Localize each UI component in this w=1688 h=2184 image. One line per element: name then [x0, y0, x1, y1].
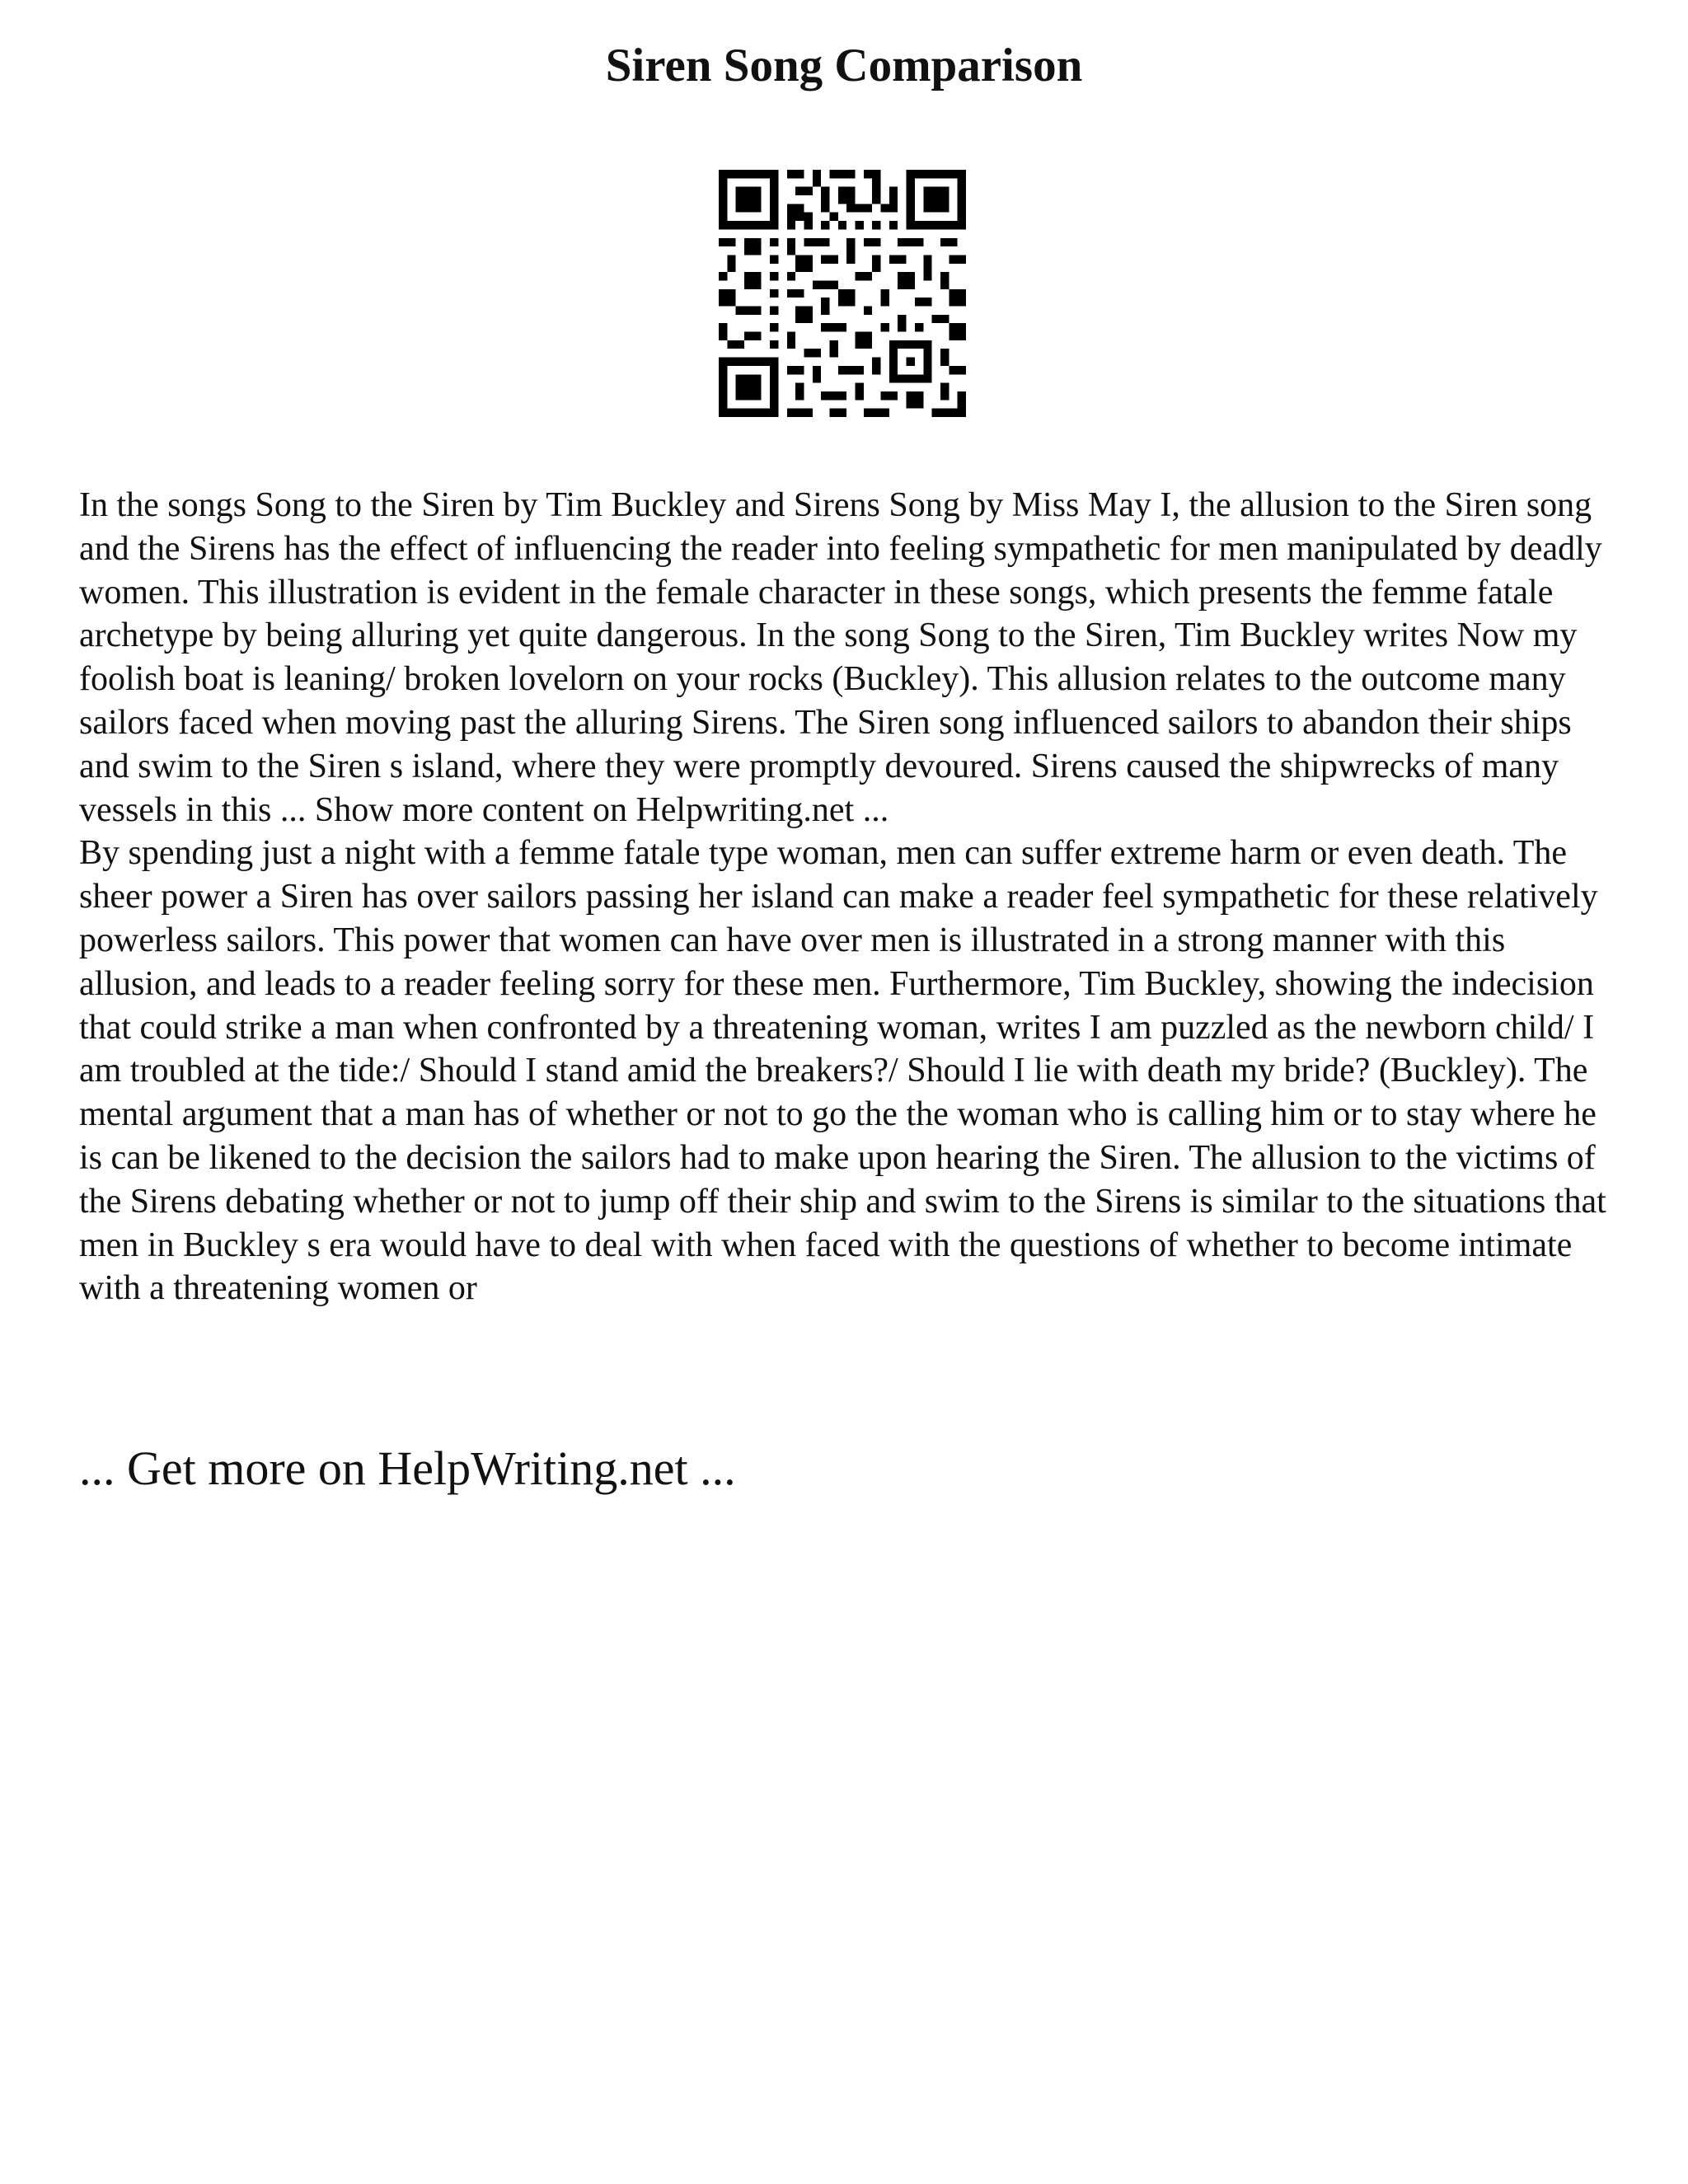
page-title: Siren Song Comparison — [605, 40, 1083, 91]
paragraph-2: By spending just a night with a femme fatale type woman, men can suffer extreme harm or even death. The sheer power a Siren has over sailors passing her island can make a reader feel sympathetic for these relatively powerless sailors. This power that women can have over men is illustrated in a strong manner with this allusion, and leads to a reader feeling sorry for these men. Furthermore, Tim Buckley, showing the indecision that could strike a man when confronted by a threatening woman, writes I am puzzled as the newborn child/ I am troubled at the tide:/ Should I stand amid the breakers?/ Should I lie with death my bride? (Buckley). The mental argument that a man has of whether or not to go the the woman who is calling him or to stay where he is can be likened to the decision the sailors had to make upon hearing the Siren. The allusion to the victims of the Sirens debating whether or not to jump off their ship and swim to the Sirens is similar to the situations that men in Buckley s era would have to deal with when faced with the questions of whether to become intimate with a threatening women or — [79, 834, 1606, 1308]
paragraph-1: In the songs Song to the Siren by Tim Buckley and Sirens Song by Miss May I, the allusion to the Siren song and the Sirens has the effect of influencing the reader into feeling sympathetic for men manipulated by deadly women. This illustration is evident in the female character in these songs, which presents the femme fatale archetype by being alluring yet quite dangerous. In the song Song to the Siren, Tim Buckley writes Now my foolish boat is leaning/ broken lovelorn on your rocks (Buckley). This allusion relates to the outcome many sailors faced when moving past the alluring Sirens. The Siren song influenced sailors to abandon their ships and swim to the Siren s island, where they were promptly devoured. Sirens caused the shipwrecks of many vessels in this ... Show more content on Helpwriting.net ... — [79, 486, 1602, 829]
get-more-link[interactable]: ... Get more on HelpWriting.net ... — [79, 1441, 736, 1495]
qr-code-icon — [719, 170, 966, 417]
article-body — [79, 484, 1612, 1310]
